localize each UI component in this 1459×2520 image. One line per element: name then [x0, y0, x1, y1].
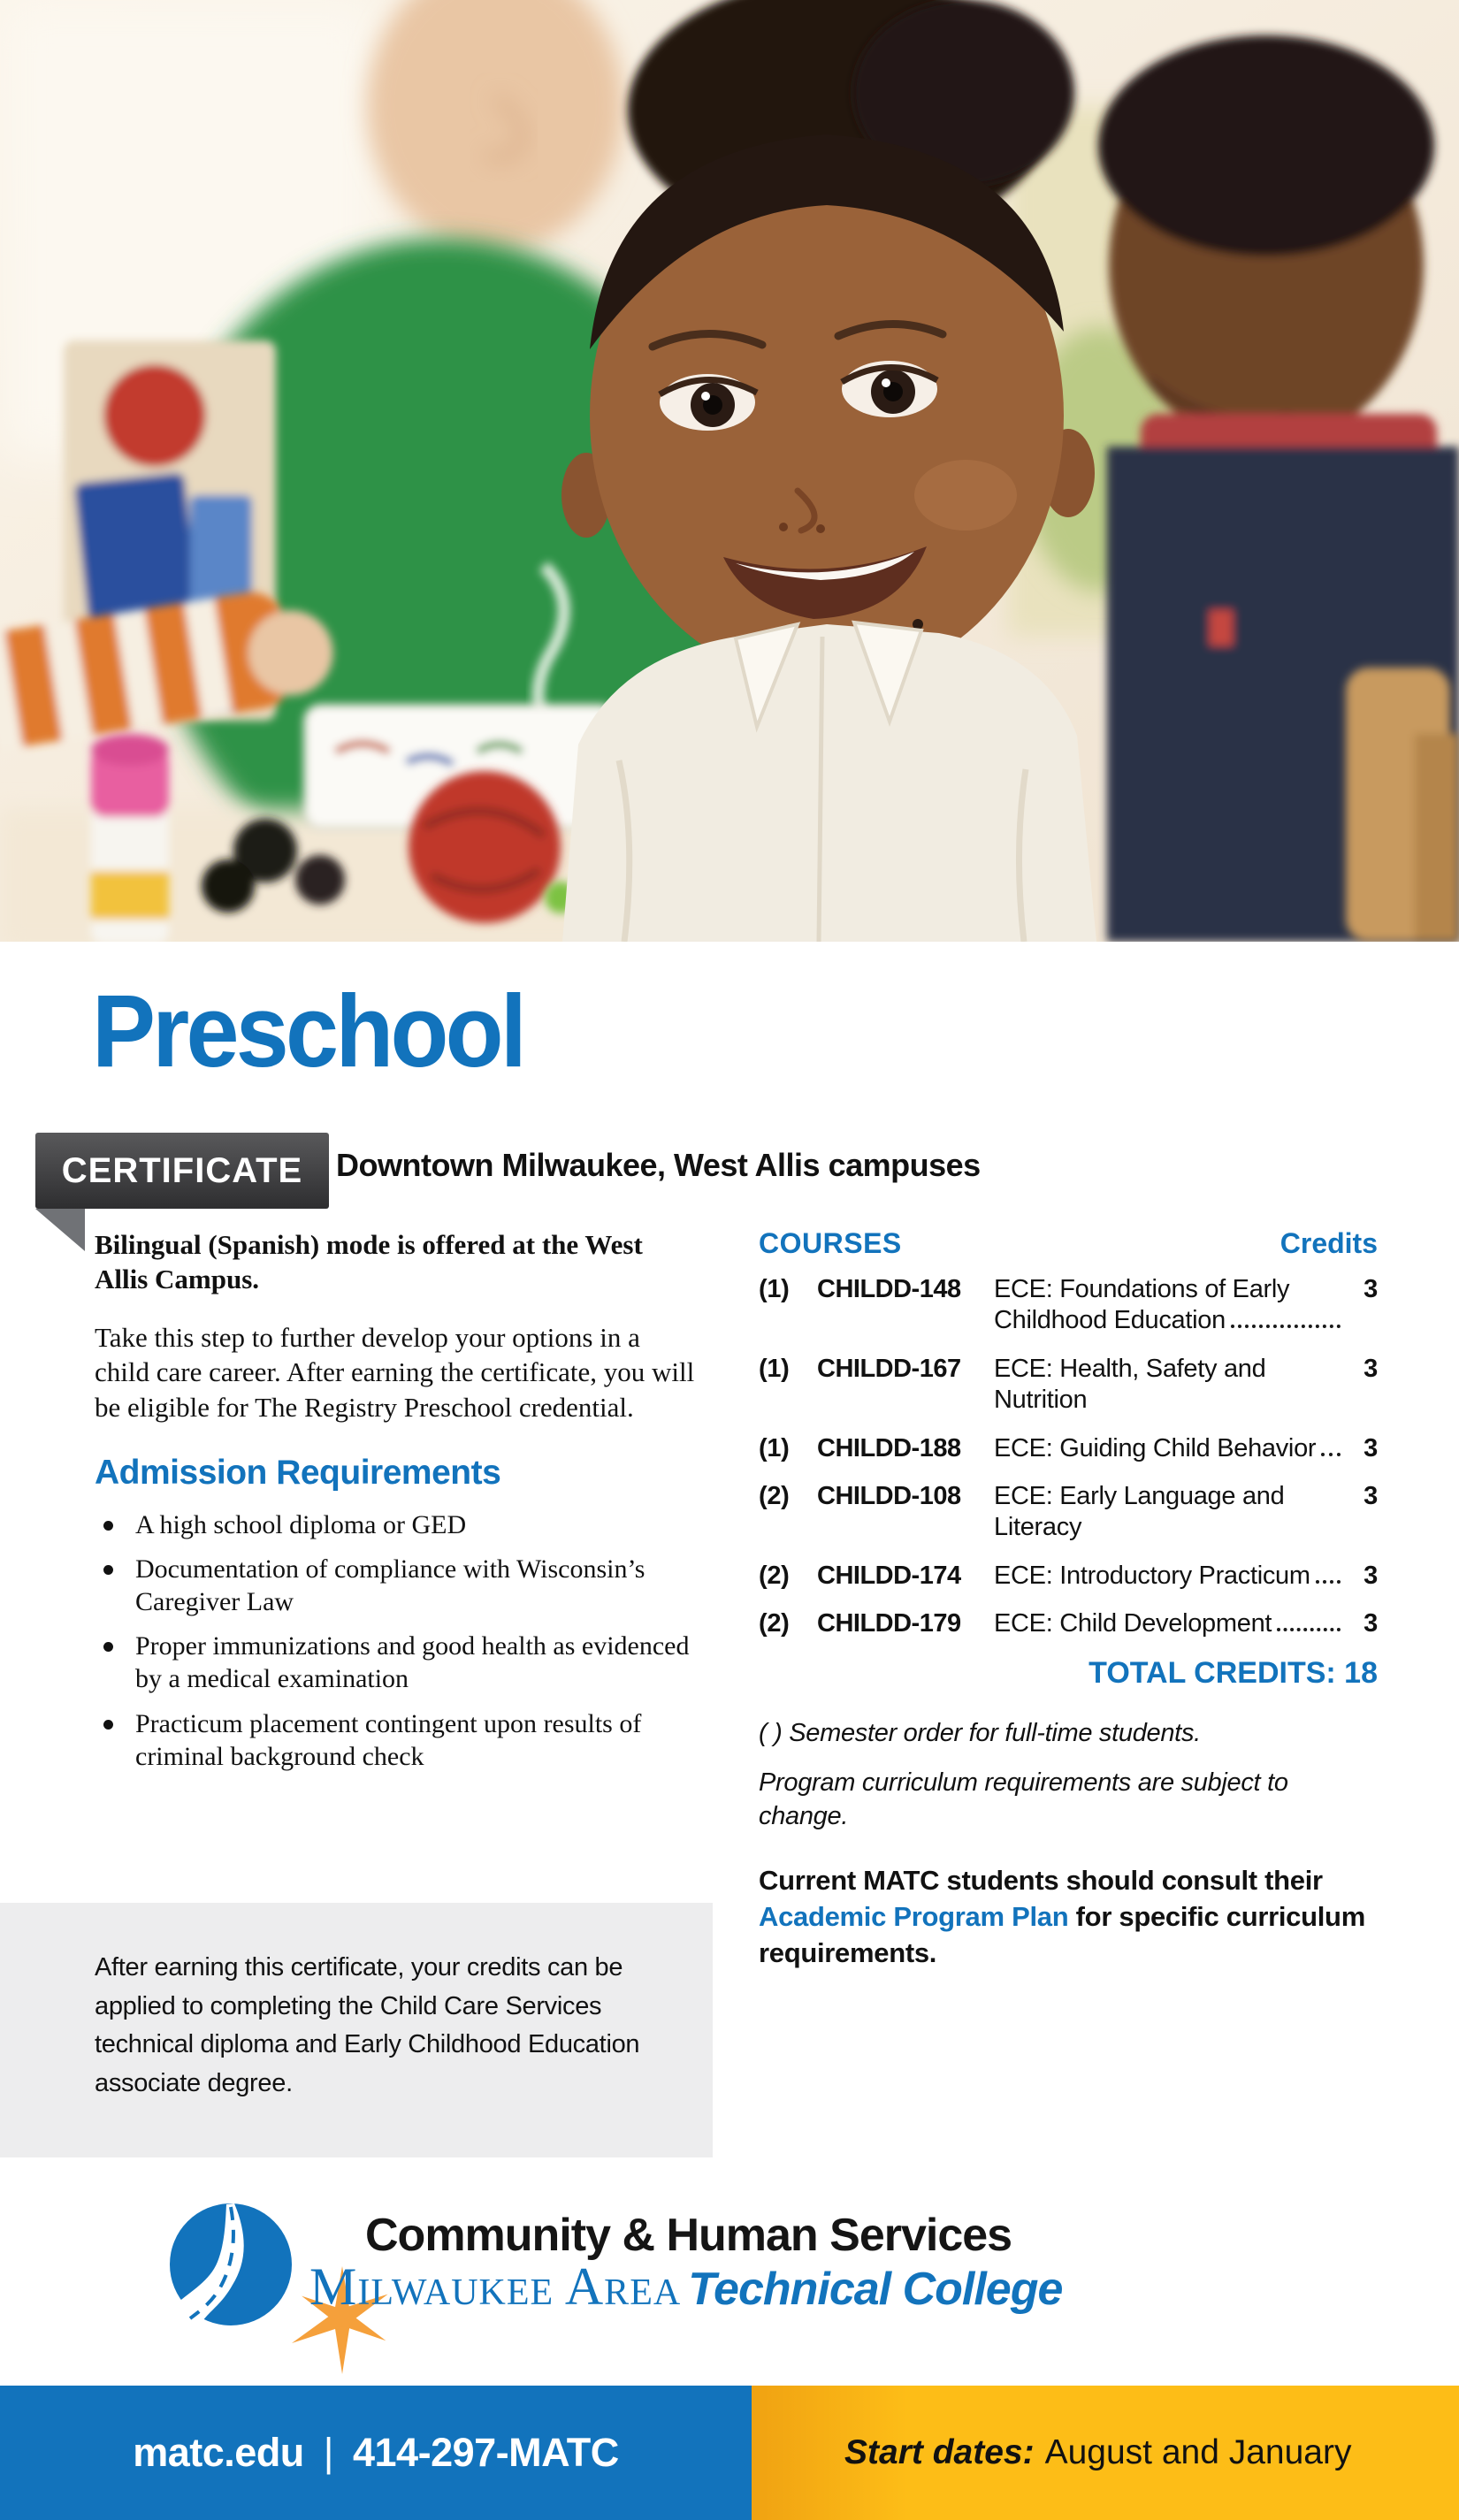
course-credits: 3: [1364, 1481, 1378, 1510]
left-column: [95, 1227, 714, 1784]
admission-item: A high school diploma or GED: [95, 1508, 714, 1541]
dot-leader: [1277, 1628, 1341, 1631]
admission-item: Practicum placement contingent upon results of criminal background check: [95, 1707, 714, 1773]
certificate-badge-fold: [35, 1209, 85, 1251]
footer-gold-section: [752, 2386, 1459, 2520]
course-credits: 3: [1364, 1561, 1378, 1590]
course-title: [994, 1274, 1342, 1337]
certificate-badge-label: CERTIFICATE: [61, 1150, 303, 1190]
course-row: [759, 1354, 1378, 1417]
course-row: [759, 1608, 1378, 1639]
academic-program-plan-link[interactable]: Academic Program Plan: [759, 1901, 1069, 1933]
bilingual-note: Bilingual (Spanish) mode is offered at the West Allis Campus.: [95, 1229, 643, 1295]
course-title-line: ECE: Foundations of Early: [994, 1275, 1290, 1303]
website-text: matc.edu: [133, 2430, 304, 2475]
course-row: [759, 1481, 1378, 1544]
footer-separator: |: [323, 2430, 333, 2475]
consult-paragraph: [759, 1863, 1378, 1972]
course-code: CHILDD-167: [817, 1354, 961, 1383]
footer-contact: [133, 2430, 619, 2476]
course-credits: 3: [1364, 1609, 1378, 1638]
course-title: [994, 1561, 1342, 1592]
start-dates-label: Start dates:: [844, 2433, 1035, 2471]
course-code: CHILDD-108: [817, 1481, 961, 1510]
intro-paragraph: Take this step to further develop your options in a child care career. After earning the certificate, you will be eligible for The Registry Preschool credential.: [95, 1321, 695, 1424]
credits-column-label: Credits: [1279, 1227, 1378, 1259]
dot-leader: [1316, 1580, 1341, 1584]
course-row: [759, 1433, 1378, 1464]
course-semester: (1): [759, 1275, 790, 1303]
course-semester: (1): [759, 1354, 790, 1383]
admission-item: Documentation of compliance with Wisconsin’s Caregiver Law: [95, 1553, 714, 1618]
classroom-photo: [0, 0, 1459, 942]
logo-college-italic: Technical College: [688, 2264, 1063, 2315]
course-semester: (2): [759, 1481, 790, 1510]
course-code: CHILDD-174: [817, 1561, 961, 1590]
dot-leader: [1231, 1325, 1341, 1328]
courses-heading: COURSES: [759, 1227, 902, 1259]
course-title: [994, 1433, 1342, 1464]
campuses-text: Downtown Milwaukee, West Allis campuses: [336, 1147, 981, 1183]
course-title-line: ECE: Child Development: [994, 1609, 1272, 1638]
start-dates-value: August and January: [1044, 2433, 1352, 2471]
course-credits: 3: [1364, 1433, 1378, 1462]
course-row: [759, 1274, 1378, 1337]
yarn-ball: [409, 771, 561, 923]
consult-text-post: for specific curriculum requirements.: [759, 1901, 1365, 1969]
consult-text-pre: Current MATC students should consult their: [759, 1865, 1323, 1897]
girl-figure: [561, 0, 1096, 942]
course-title: [994, 1481, 1342, 1544]
dot-leader: [1321, 1453, 1341, 1456]
page-title: Preschool: [92, 974, 524, 1088]
course-credits: 3: [1364, 1354, 1378, 1383]
wooden-chair: [1346, 668, 1459, 942]
start-dates: [844, 2433, 1351, 2472]
logo-department: Community & Human Services: [365, 2210, 1012, 2261]
course-credits: 3: [1364, 1275, 1378, 1303]
courses-header: [759, 1227, 1378, 1260]
course-title-line: ECE: Guiding Child Behavior: [994, 1433, 1317, 1462]
course-semester: (1): [759, 1433, 790, 1462]
course-title: [994, 1354, 1342, 1417]
course-title-line: Childhood Education: [994, 1306, 1226, 1335]
admission-list: [95, 1508, 714, 1773]
course-code: CHILDD-179: [817, 1609, 961, 1638]
course-title-line: ECE: Health, Safety and Nutrition: [994, 1354, 1266, 1415]
admission-heading: Admission Requirements: [95, 1453, 501, 1492]
course-title-line: ECE: Early Language and Literacy: [994, 1481, 1285, 1542]
logo-college-serif: Milwaukee Area: [309, 2257, 682, 2316]
glue-stick: [91, 734, 169, 942]
course-code: CHILDD-188: [817, 1433, 961, 1462]
phone-text: 414-297-MATC: [353, 2430, 619, 2475]
total-credits: TOTAL CREDITS: 18: [1089, 1656, 1378, 1691]
note-text: Program curriculum requirements are subject to change.: [759, 1768, 1288, 1830]
course-semester: (2): [759, 1561, 790, 1590]
transfer-note-box: [0, 1903, 713, 2157]
note-text: ( ) Semester order for full-time students.: [759, 1719, 1201, 1748]
admission-item: Proper immunizations and good health as evidenced by a medical examination: [95, 1630, 714, 1695]
course-semester: (2): [759, 1609, 790, 1638]
course-rows: [759, 1274, 1378, 1639]
course-code: CHILDD-148: [817, 1275, 961, 1303]
course-row: [759, 1561, 1378, 1592]
logo-college-name: [309, 2257, 1063, 2316]
certificate-badge: [35, 1133, 329, 1209]
girl-shirt: [562, 622, 1096, 942]
course-title: [994, 1608, 1342, 1639]
transfer-note-text: After earning this certificate, your credits can be applied to completing the Child Care Services technical diploma and Early Childhood Education associate degree.: [95, 1953, 640, 2097]
course-title-line: ECE: Introductory Practicum: [994, 1561, 1310, 1590]
courses-column: [759, 1227, 1378, 1972]
course-notes: [759, 1717, 1378, 1833]
